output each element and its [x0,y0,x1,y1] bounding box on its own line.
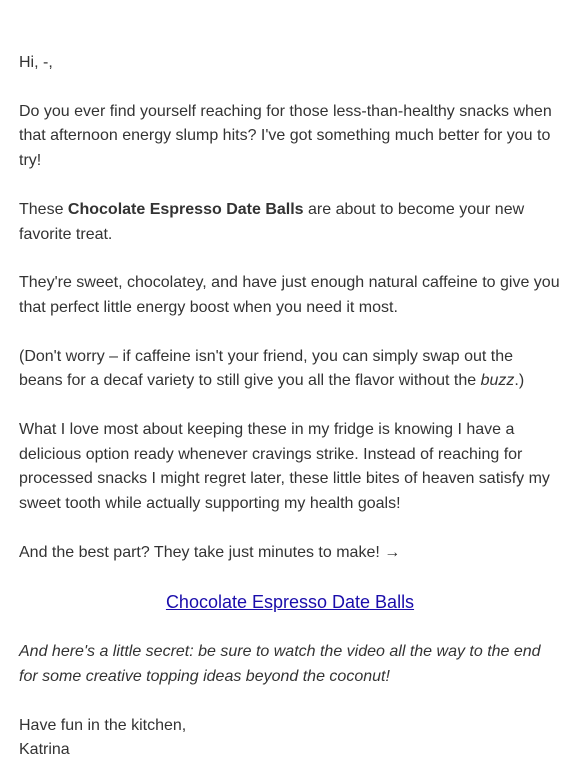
recipe-link-container [19,590,561,617]
signature-name: Katrina [19,741,70,759]
benefits-paragraph: They're sweet, chocolatey, and have just enough natural caffeine to give you that perfect little energy boost when you need it most. [19,274,560,316]
recipe-link[interactable]: Chocolate Espresso Date Balls [165,591,415,612]
signoff-line: Have fun in the kitchen, [19,716,187,734]
greeting: Hi, -, [19,54,53,71]
intro-paragraph: Do you ever find yourself reaching for those less-than-healthy snacks when that afternoon energy slump hits? I've got something much better for you to try! [19,102,552,170]
buzz-italic: buzz [480,372,515,390]
recipe-name-bold: Chocolate Espresso Date Balls [67,200,304,218]
recipe-intro-paragraph [19,198,561,247]
quick-make-paragraph: And the best part? They take just minutes to make! → [19,543,401,561]
recipe-intro-text: These [19,200,68,218]
recipe-intro-text-end: are about to become your new favorite treat. [19,200,525,243]
caffeine-note-text-end: .) [514,372,525,390]
secret-paragraph: And here's a little secret: be sure to watch the video all the way to the end for some creative topping ideas beyond the coconut! [19,643,541,685]
caffeine-note-text: (Don't worry – if caffeine isn't your friend, you can simply swap out the beans for a decaf variety to still give you all the flavor without the [19,347,514,390]
caffeine-note-paragraph [19,345,561,394]
fridge-paragraph: What I love most about keeping these in my fridge is knowing I have a delicious option ready whenever cravings strike. Instead of reaching for processed snacks I might regret later, these little bites of heaven satisfy my sweet tooth while actually supporting my health goals! [19,421,550,513]
